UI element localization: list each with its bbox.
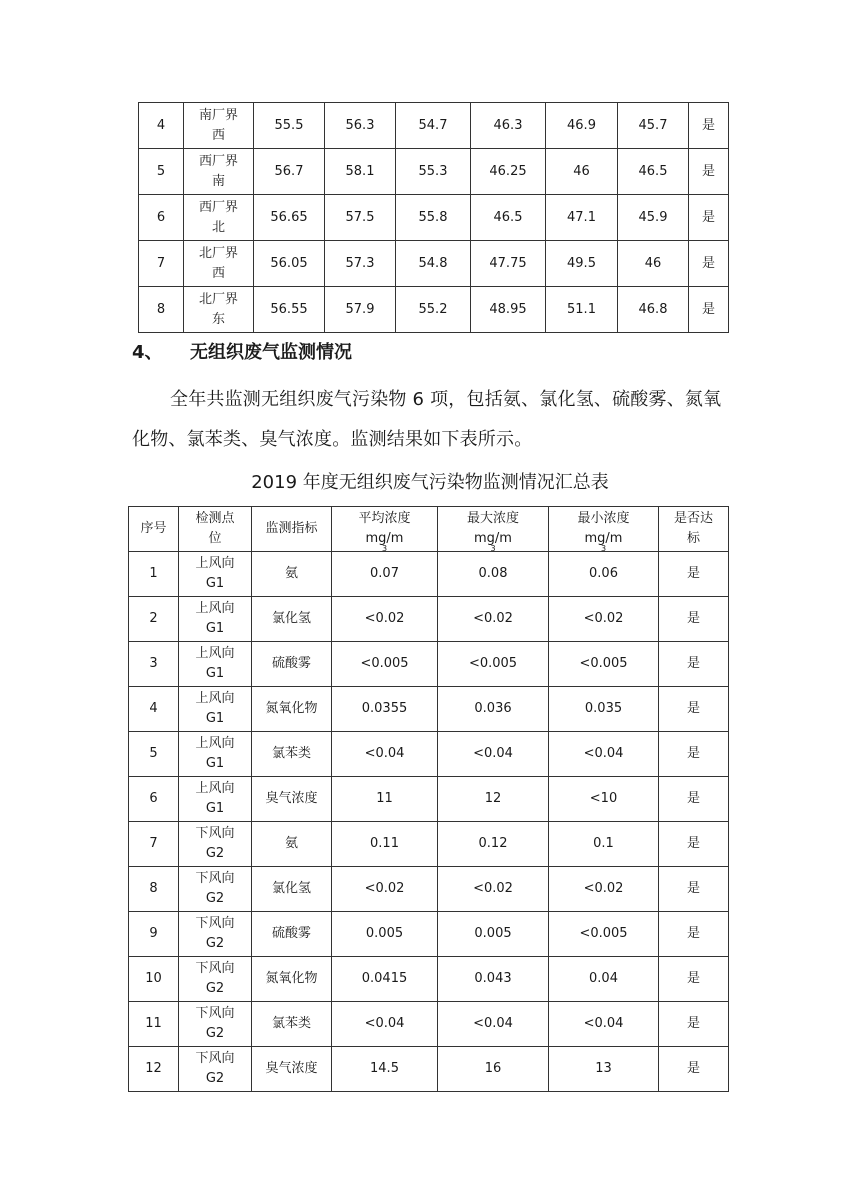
noise-value: 54.7 [396,103,471,149]
monitoring-point-line2: G1 [205,711,225,726]
monitoring-point-line2: G1 [205,756,225,771]
monitoring-point-line1: 北厂界 [198,291,238,307]
noise-value: 49.5 [546,241,618,287]
compliance-flag: 是 [689,195,729,241]
section-number: 4、 [132,342,163,363]
monitoring-point-line2: G1 [205,576,225,591]
indicator: 硫酸雾 [252,912,332,957]
header-compliance [659,507,729,552]
max-concentration: <0.02 [438,867,549,912]
header-avg-unit: mg/m 3 [332,529,437,549]
summary-table-header [129,507,729,552]
table-row [129,867,729,912]
avg-concentration: <0.005 [332,642,438,687]
header-no: 序号 [129,507,179,552]
monitoring-point-line1: 下风向 [195,826,235,841]
monitoring-point-line1: 上风向 [195,736,235,751]
monitoring-point [184,195,254,241]
row-number: 8 [129,867,179,912]
header-min-unit: mg/m 3 [549,529,658,549]
row-number: 10 [129,957,179,1002]
table-row [129,912,729,957]
max-concentration: 0.036 [438,687,549,732]
header-compliance-line1: 是否达 [673,511,713,526]
max-concentration: 0.043 [438,957,549,1002]
compliance-flag: 是 [659,552,729,597]
compliance-flag: 是 [659,597,729,642]
header-avg-label: 平均浓度 [358,511,411,526]
monitoring-point [184,241,254,287]
table-row [129,552,729,597]
noise-value: 46 [546,149,618,195]
avg-concentration: 0.07 [332,552,438,597]
noise-value: 57.3 [325,241,396,287]
monitoring-point [179,912,252,957]
avg-concentration: 14.5 [332,1047,438,1092]
max-concentration: <0.005 [438,642,549,687]
table-row [139,287,729,333]
noise-value: 46.9 [546,103,618,149]
noise-value: 55.3 [396,149,471,195]
header-compliance-line2: 标 [686,531,700,546]
monitoring-point-line1: 上风向 [195,601,235,616]
compliance-flag: 是 [659,642,729,687]
noise-value: 57.5 [325,195,396,241]
indicator: 氨 [252,552,332,597]
noise-value: 46.25 [471,149,546,195]
noise-value: 46.3 [471,103,546,149]
summary-table-body [129,552,729,1092]
header-max-unit: mg/m 3 [438,529,548,549]
row-number: 7 [139,241,184,287]
row-number: 3 [129,642,179,687]
monitoring-point-line1: 西厂界 [198,199,238,215]
table-row [129,822,729,867]
unit-text: mg/m [474,531,512,546]
fugitive-emission-summary-table [128,506,729,1092]
monitoring-point-line2: 北 [211,219,225,235]
compliance-flag: 是 [659,1002,729,1047]
row-number: 5 [129,732,179,777]
noise-value: 58.1 [325,149,396,195]
monitoring-point-line2: G1 [205,621,225,636]
noise-value: 47.1 [546,195,618,241]
monitoring-point-line2: 东 [211,311,225,327]
intro-paragraph: 全年共监测无组织废气污染物 6 项，包括氨、氯化氢、硫酸雾、氮氧化物、氯苯类、臭气浓度。监测结果如下表所示。 [132,389,722,450]
monitoring-point [179,552,252,597]
noise-value: 46.5 [471,195,546,241]
min-concentration: 13 [549,1047,659,1092]
min-concentration: <0.04 [549,732,659,777]
row-number: 11 [129,1002,179,1047]
monitoring-point-line2: G2 [205,846,225,861]
monitoring-point-line1: 下风向 [195,871,235,886]
avg-concentration: 11 [332,777,438,822]
monitoring-point [179,1002,252,1047]
noise-value: 56.65 [254,195,325,241]
unit-text: mg/m [584,531,623,546]
min-concentration: 0.04 [549,957,659,1002]
monitoring-point-line1: 南厂界 [198,107,238,123]
header-indicator: 监测指标 [252,507,332,552]
max-concentration: 12 [438,777,549,822]
monitoring-point-line1: 上风向 [195,691,235,706]
monitoring-point [179,867,252,912]
indicator: 氯苯类 [252,732,332,777]
header-max-label: 最大浓度 [466,511,519,526]
noise-value: 46.8 [618,287,689,333]
noise-value: 51.1 [546,287,618,333]
compliance-flag: 是 [689,149,729,195]
avg-concentration: <0.02 [332,867,438,912]
min-concentration: 0.1 [549,822,659,867]
table-row [129,957,729,1002]
noise-value: 45.9 [618,195,689,241]
compliance-flag: 是 [659,732,729,777]
row-number: 9 [129,912,179,957]
header-row [129,507,729,552]
table-row [129,687,729,732]
unit-text: mg/m [365,531,404,546]
max-concentration: <0.04 [438,732,549,777]
indicator: 氯苯类 [252,1002,332,1047]
avg-concentration: <0.04 [332,1002,438,1047]
monitoring-point [184,287,254,333]
header-point-line2: 位 [208,531,222,546]
noise-value: 56.7 [254,149,325,195]
min-concentration: 0.06 [549,552,659,597]
max-concentration: 0.005 [438,912,549,957]
min-concentration: 0.035 [549,687,659,732]
min-concentration: <0.02 [549,597,659,642]
table-row [129,732,729,777]
header-min [549,507,659,552]
table-row [129,642,729,687]
compliance-flag: 是 [659,777,729,822]
monitoring-point [179,597,252,642]
monitoring-point [179,642,252,687]
noise-value: 57.9 [325,287,396,333]
min-concentration: <0.005 [549,642,659,687]
indicator: 氯化氢 [252,867,332,912]
noise-value: 55.5 [254,103,325,149]
monitoring-point-line1: 下风向 [195,1051,235,1066]
noise-value: 47.75 [471,241,546,287]
noise-value: 46 [618,241,689,287]
compliance-flag: 是 [689,287,729,333]
table-row [139,195,729,241]
noise-value: 45.7 [618,103,689,149]
indicator: 氨 [252,822,332,867]
monitoring-point-line2: G2 [205,936,225,951]
compliance-flag: 是 [689,103,729,149]
header-point [179,507,252,552]
avg-concentration: 0.005 [332,912,438,957]
noise-value: 48.95 [471,287,546,333]
table-row [129,597,729,642]
monitoring-point-line2: G1 [205,801,225,816]
monitoring-point-line1: 下风向 [195,961,235,976]
compliance-flag: 是 [689,241,729,287]
min-concentration: <10 [549,777,659,822]
monitoring-point-line1: 上风向 [195,556,235,571]
table-row [129,777,729,822]
row-number: 2 [129,597,179,642]
monitoring-point-line1: 西厂界 [198,153,238,169]
monitoring-point-line1: 北厂界 [198,245,238,261]
indicator: 硫酸雾 [252,642,332,687]
noise-value: 55.2 [396,287,471,333]
monitoring-point-line2: G2 [205,981,225,996]
monitoring-point-line2: 西 [211,265,225,281]
indicator: 氮氧化物 [252,957,332,1002]
row-number: 1 [129,552,179,597]
min-concentration: <0.04 [549,1002,659,1047]
table-row [139,149,729,195]
avg-concentration: <0.02 [332,597,438,642]
monitoring-point [179,822,252,867]
monitoring-point [179,687,252,732]
monitoring-point-line2: 西 [211,127,225,143]
row-number: 5 [139,149,184,195]
header-min-label: 最小浓度 [577,511,630,526]
indicator: 氯化氢 [252,597,332,642]
monitoring-point-line2: G2 [205,1026,225,1041]
monitoring-point-line1: 下风向 [195,1006,235,1021]
compliance-flag: 是 [659,1047,729,1092]
noise-value: 46.5 [618,149,689,195]
noise-value: 55.8 [396,195,471,241]
summary-table-title: 2019 年度无组织废气污染物监测情况汇总表 [251,472,609,493]
max-concentration: <0.04 [438,1002,549,1047]
row-number: 6 [129,777,179,822]
noise-table-body [139,103,729,333]
header-max [438,507,549,552]
avg-concentration: 0.0355 [332,687,438,732]
compliance-flag: 是 [659,822,729,867]
monitoring-point-line2: 南 [211,173,225,189]
table-row [139,241,729,287]
noise-value: 56.3 [325,103,396,149]
monitoring-point-line1: 上风向 [195,781,235,796]
row-number: 6 [139,195,184,241]
noise-value: 56.05 [254,241,325,287]
avg-concentration: 0.0415 [332,957,438,1002]
header-point-line1: 检测点 [195,511,235,526]
max-concentration: <0.02 [438,597,549,642]
max-concentration: 0.08 [438,552,549,597]
header-avg [332,507,438,552]
row-number: 4 [139,103,184,149]
indicator: 臭气浓度 [252,1047,332,1092]
compliance-flag: 是 [659,867,729,912]
indicator: 氮氧化物 [252,687,332,732]
monitoring-point [179,732,252,777]
monitoring-point [179,957,252,1002]
min-concentration: <0.005 [549,912,659,957]
table-row [139,103,729,149]
compliance-flag: 是 [659,687,729,732]
table-row [129,1002,729,1047]
noise-value: 56.55 [254,287,325,333]
monitoring-point-line1: 下风向 [195,916,235,931]
max-concentration: 16 [438,1047,549,1092]
row-number: 12 [129,1047,179,1092]
monitoring-point-line2: G1 [205,666,225,681]
monitoring-point-line2: G2 [205,891,225,906]
max-concentration: 0.12 [438,822,549,867]
monitoring-point [184,103,254,149]
noise-value: 54.8 [396,241,471,287]
monitoring-point [184,149,254,195]
min-concentration: <0.02 [549,867,659,912]
row-number: 8 [139,287,184,333]
avg-concentration: 0.11 [332,822,438,867]
monitoring-point-line1: 上风向 [195,646,235,661]
indicator: 臭气浓度 [252,777,332,822]
table-row [129,1047,729,1092]
section-heading-text: 无组织废气监测情况 [190,342,352,363]
section-heading [132,340,352,366]
noise-monitoring-table [138,102,729,333]
avg-concentration: <0.04 [332,732,438,777]
row-number: 7 [129,822,179,867]
monitoring-point [179,1047,252,1092]
compliance-flag: 是 [659,912,729,957]
monitoring-point-line2: G2 [205,1071,225,1086]
row-number: 4 [129,687,179,732]
monitoring-point [179,777,252,822]
compliance-flag: 是 [659,957,729,1002]
